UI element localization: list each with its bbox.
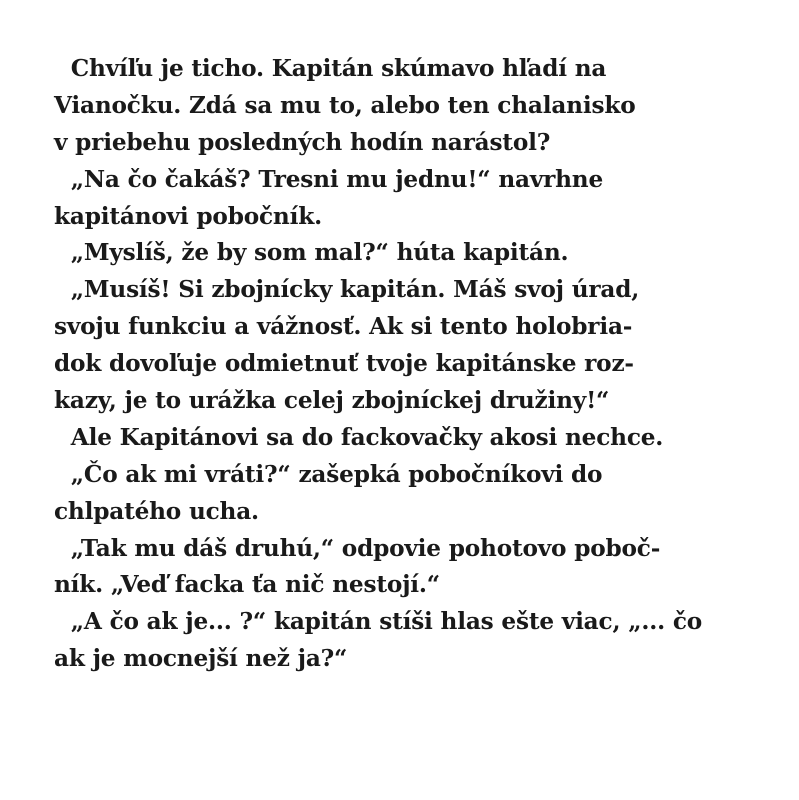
text-line: Chvíľu je ticho. Kapitán skúmavo hľadí na — [70, 54, 607, 82]
text-line: kazy, je to urážka celej zbojníckej družiny!“ — [54, 386, 610, 415]
text-line: Ale Kapitánovi sa do fackovačky akosi nechce. — [70, 422, 664, 451]
text-line: ník. „Veď facka ťa nič nestojí.“ — [54, 570, 440, 599]
text-line: v priebehu posledných hodín narástol? — [54, 127, 551, 156]
text-line: „Na čo čakáš? Tresni mu jednu!“ navrhne — [70, 164, 604, 193]
text-line: chlpatého ucha. — [54, 496, 259, 525]
text-line: Vianočku. Zdá sa mu to, alebo ten chalanisko — [54, 90, 636, 119]
text-line: svoju funkciu a vážnosť. Ak si tento holobria- — [54, 312, 633, 341]
text-line: „A čo ak je... ?“ kapitán stíši hlas ešte viac, „... čo — [70, 607, 703, 636]
text-line: „Tak mu dáš druhú,“ odpovie pohotovo poboč- — [70, 533, 661, 562]
text-line: kapitánovi pobočník. — [54, 201, 322, 230]
text-line: „Čo ak mi vráti?“ zašepká pobočníkovi do — [70, 459, 603, 488]
text-line: „Musíš! Si zbojnícky kapitán. Máš svoj úrad, — [70, 275, 640, 304]
story-text — [54, 50, 754, 677]
text-line: „Myslíš, že by som mal?“ húta kapitán. — [70, 238, 569, 267]
text-line: ak je mocnejší než ja?“ — [54, 644, 348, 673]
text-line: dok dovoľuje odmietnuť tvoje kapitánske roz- — [54, 349, 634, 378]
